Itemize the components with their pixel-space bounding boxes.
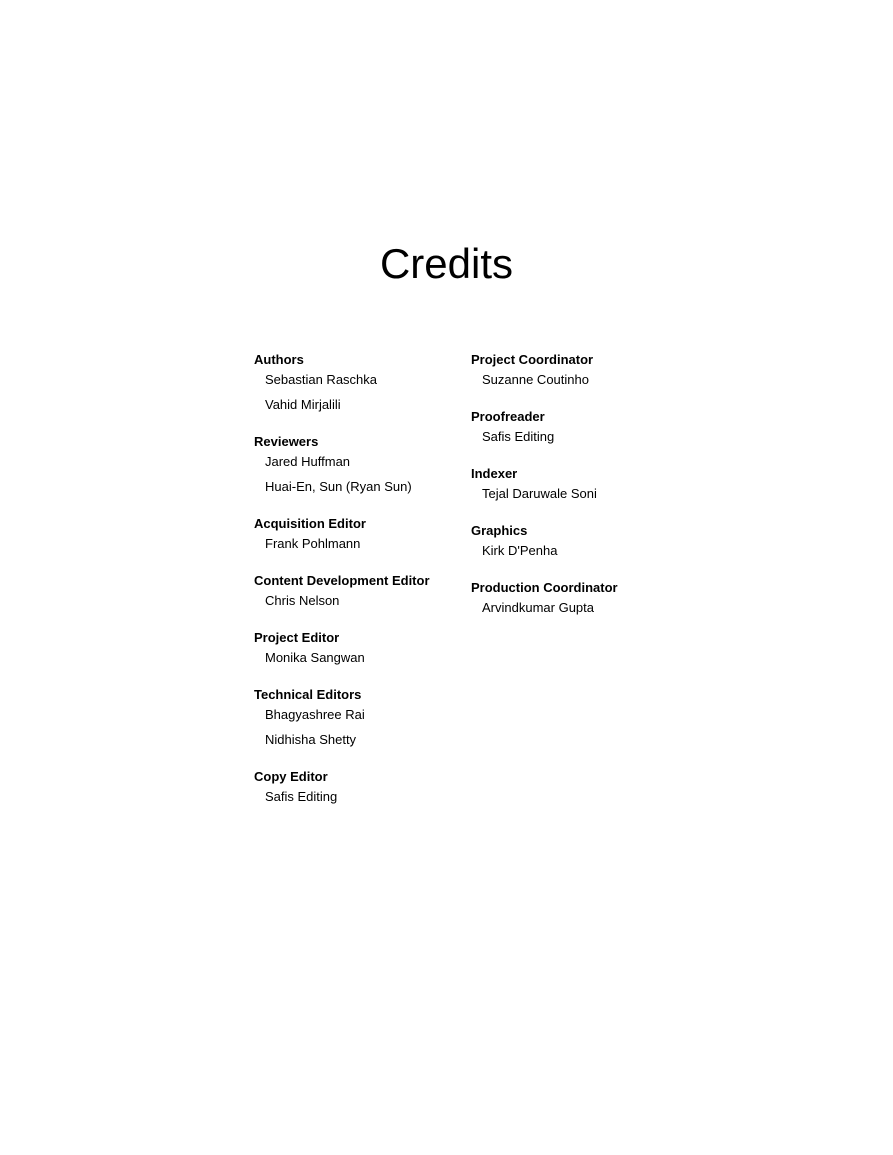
credit-role: Acquisition Editor bbox=[254, 516, 366, 531]
credit-section-production-coordinator bbox=[471, 579, 681, 617]
credit-name: Safis Editing bbox=[265, 789, 338, 804]
credit-role: Proofreader bbox=[471, 409, 545, 424]
credit-role: Authors bbox=[254, 352, 304, 367]
credit-role: Project Coordinator bbox=[471, 352, 594, 367]
credit-section-reviewers bbox=[254, 433, 454, 496]
credit-name: Jared Huffman bbox=[265, 454, 351, 469]
credit-section-copy-editor bbox=[254, 768, 454, 806]
credit-name: Huai-En, Sun (Ryan Sun) bbox=[265, 479, 412, 494]
credit-section-content-development-editor bbox=[254, 572, 454, 610]
credit-name: Safis Editing bbox=[482, 429, 555, 444]
credit-section-indexer bbox=[471, 465, 681, 503]
credit-role: Content Development Editor bbox=[254, 573, 430, 588]
credit-name: Frank Pohlmann bbox=[265, 536, 361, 551]
credit-name: Nidhisha Shetty bbox=[265, 732, 357, 747]
credit-section-graphics bbox=[471, 522, 681, 560]
credits-right-column bbox=[471, 351, 681, 636]
credit-role: Technical Editors bbox=[254, 687, 362, 702]
credit-section-project-editor bbox=[254, 629, 454, 667]
credit-role: Indexer bbox=[471, 466, 518, 481]
credits-left-column bbox=[254, 351, 454, 825]
credit-name: Chris Nelson bbox=[265, 593, 340, 608]
credit-name: Kirk D'Penha bbox=[482, 543, 558, 558]
credit-section-proofreader bbox=[471, 408, 681, 446]
page-title: Credits bbox=[379, 240, 514, 287]
credit-name: Vahid Mirjalili bbox=[265, 397, 341, 412]
credit-name: Arvindkumar Gupta bbox=[482, 600, 594, 615]
credit-name: Tejal Daruwale Soni bbox=[482, 486, 597, 501]
credit-role: Copy Editor bbox=[254, 769, 328, 784]
credit-section-acquisition-editor bbox=[254, 515, 454, 553]
credit-role: Production Coordinator bbox=[471, 580, 618, 595]
credit-section-authors bbox=[254, 351, 454, 414]
credit-name: Sebastian Raschka bbox=[265, 372, 378, 387]
credit-name: Monika Sangwan bbox=[265, 650, 365, 665]
credit-role: Graphics bbox=[471, 523, 528, 538]
credit-role: Reviewers bbox=[254, 434, 319, 449]
credit-section-technical-editors bbox=[254, 686, 454, 749]
credit-role: Project Editor bbox=[254, 630, 340, 645]
credit-name: Bhagyashree Rai bbox=[265, 707, 365, 722]
credit-name: Suzanne Coutinho bbox=[482, 372, 589, 387]
credit-section-project-coordinator bbox=[471, 351, 681, 389]
